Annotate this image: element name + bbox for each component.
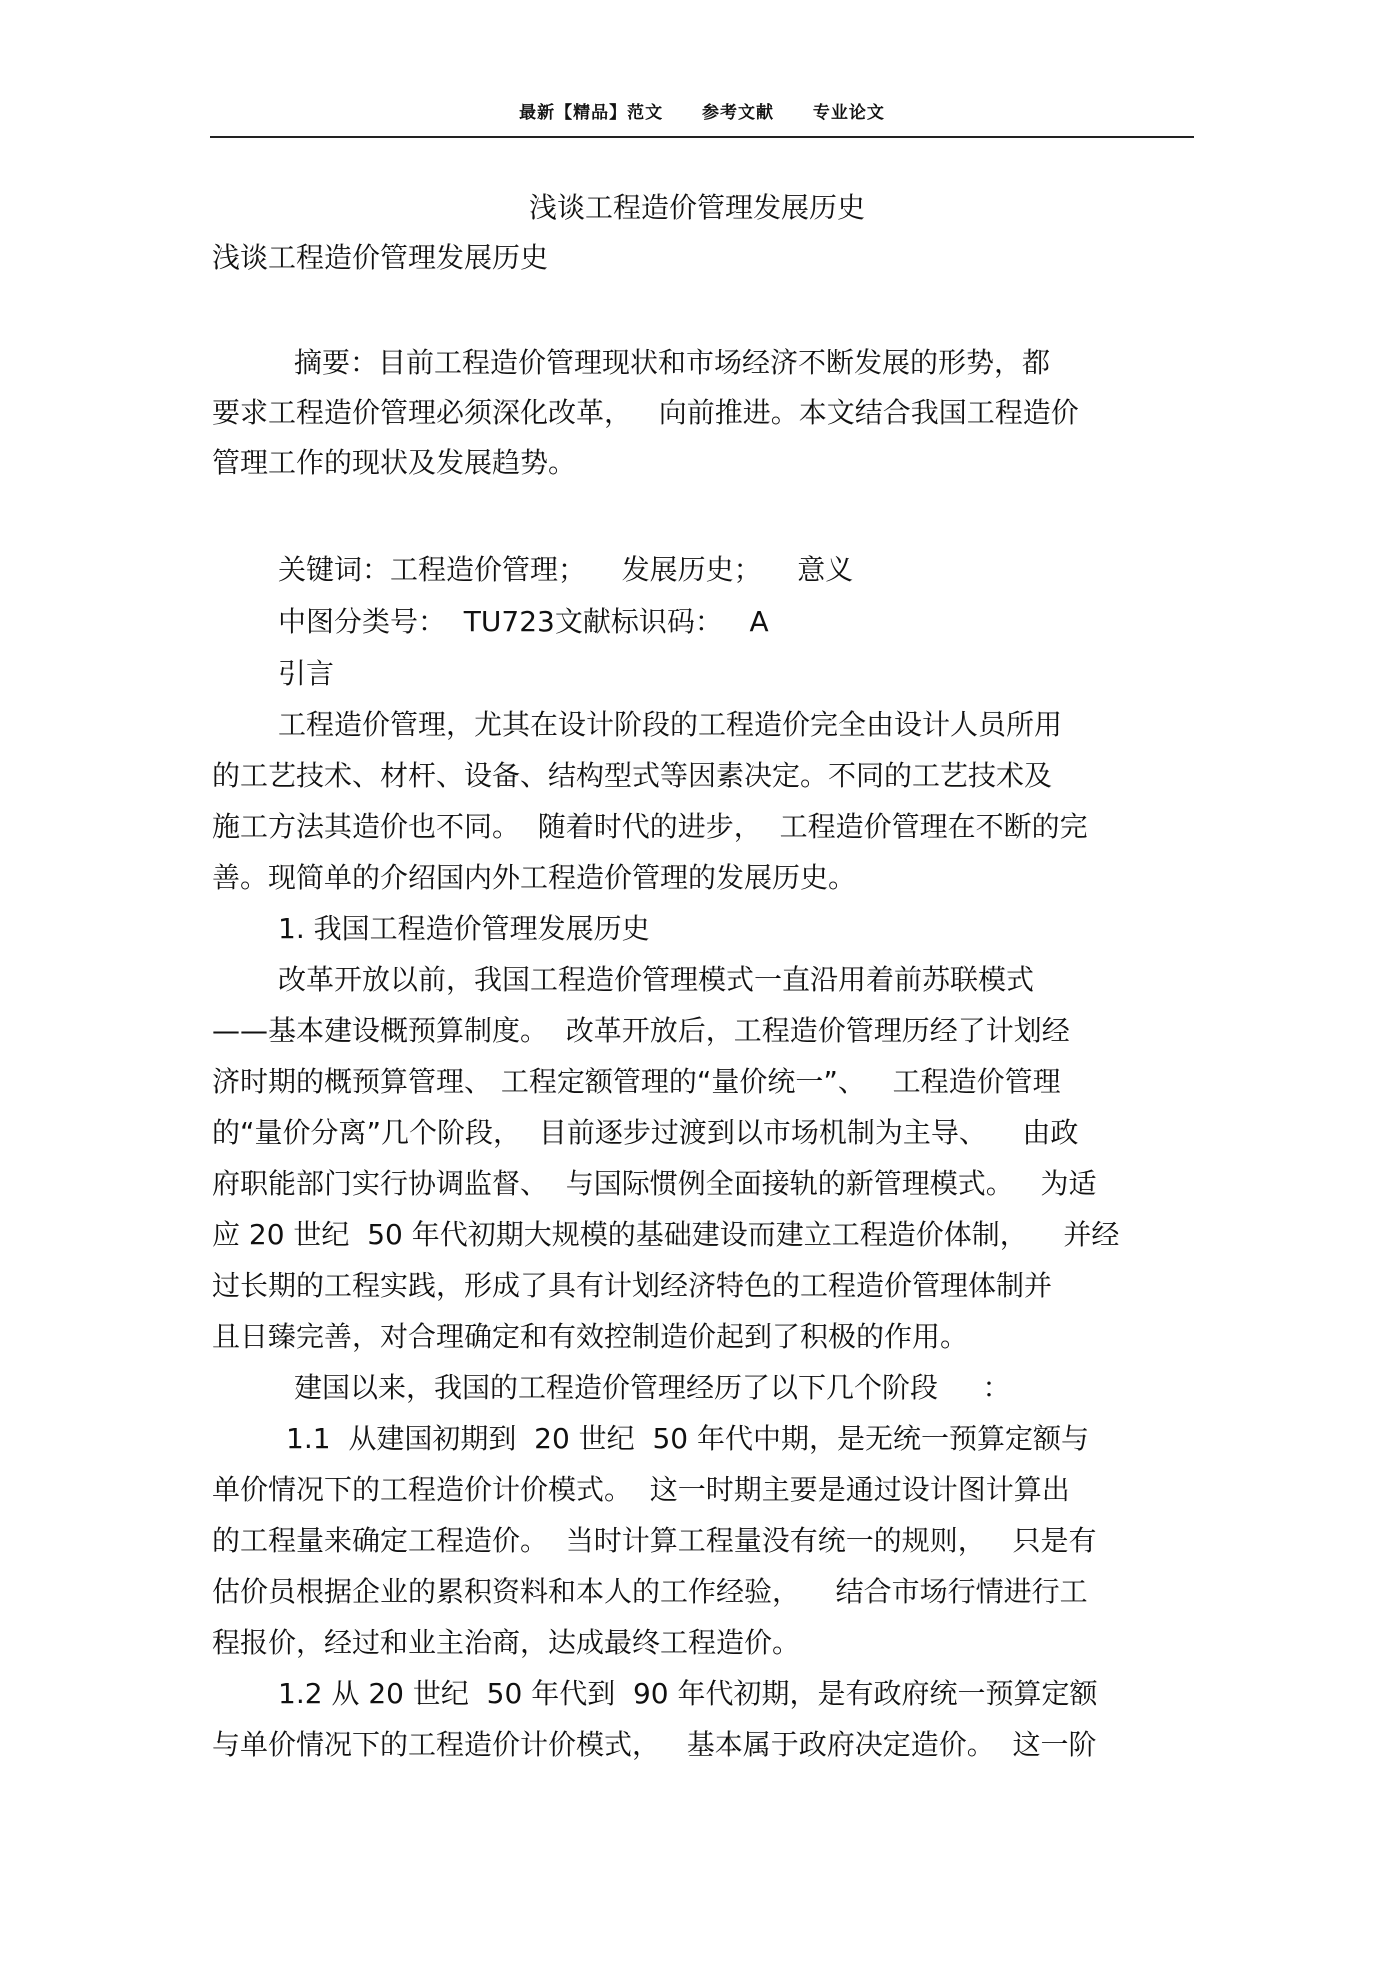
text-line: 中图分类号： TU723文献标识码： A [278, 605, 769, 638]
text-line: 过长期的工程实践，形成了具有计划经济特色的工程造价管理体制并 [212, 1269, 1053, 1302]
text-line: 应 20 世纪 50 年代初期大规模的基础建设而建立工程造价体制， 并经 [212, 1218, 1120, 1251]
text-line: 浅谈工程造价管理发展历史 [212, 241, 549, 274]
text-line: 要求工程造价管理必须深化改革， 向前推进。本文结合我国工程造价 [212, 396, 1079, 429]
text-line: 的工程量来确定工程造价。 当时计算工程量没有统一的规则， 只是有 [212, 1524, 1097, 1557]
text-line: 的“量价分离”几个阶段， 目前逐步过渡到以市场机制为主导、 由政 [212, 1116, 1079, 1149]
text-line: 程报价，经过和业主治商，达成最终工程造价。 [212, 1626, 801, 1659]
text-line: 引言 [278, 657, 335, 690]
text-line: 改革开放以前，我国工程造价管理模式一直沿用着前苏联模式 [278, 963, 1035, 996]
page-header [210, 98, 1194, 138]
text-line: 单价情况下的工程造价计价模式。 这一时期主要是通过设计图计算出 [212, 1473, 1070, 1506]
text-line: 管理工作的现状及发展趋势。 [212, 446, 577, 479]
text-line: 工程造价管理，尤其在设计阶段的工程造价完全由设计人员所用 [278, 708, 1063, 741]
text-line: 善。现简单的介绍国内外工程造价管理的发展历史。 [212, 861, 857, 894]
text-line: 摘要：目前工程造价管理现状和市场经济不断发展的形势，都 [294, 346, 1051, 379]
text-line: 济时期的概预算管理、 工程定额管理的“量价统一”、 工程造价管理 [212, 1065, 1061, 1098]
text-line: 1. 我国工程造价管理发展历史 [278, 912, 650, 945]
document-title: 浅谈工程造价管理发展历史 [528, 191, 865, 224]
text-line: 且日臻完善，对合理确定和有效控制造价起到了积极的作用。 [212, 1320, 969, 1353]
header-item-cankao: 参考文献 [702, 103, 774, 123]
text-line: 的工艺技术、材杆、设备、结构型式等因素决定。不同的工艺技术及 [212, 759, 1053, 792]
text-line: 1.2 从 20 世纪 50 年代到 90 年代初期，是有政府统一预算定额 [278, 1677, 1098, 1710]
header-item-fanwen: 最新【精品】范文 [519, 103, 664, 123]
header-item-lunwen: 专业论文 [812, 103, 885, 123]
text-line: ——基本建设概预算制度。 改革开放后，工程造价管理历经了计划经 [212, 1014, 1070, 1047]
text-line: 与单价情况下的工程造价计价模式， 基本属于政府决定造价。 这一阶 [212, 1728, 1097, 1761]
text-line: 建国以来，我国的工程造价管理经历了以下几个阶段 ： [294, 1371, 1011, 1404]
text-line: 估价员根据企业的累积资料和本人的工作经验， 结合市场行情进行工 [212, 1575, 1088, 1608]
text-line: 关键词：工程造价管理； 发展历史； 意义 [278, 553, 854, 586]
text-line: 施工方法其造价也不同。 随着时代的进步， 工程造价管理在不断的完 [212, 810, 1088, 843]
text-line: 府职能部门实行协调监督、 与国际惯例全面接轨的新管理模式。 为适 [212, 1167, 1097, 1200]
text-line: 1.1 从建国初期到 20 世纪 50 年代中期，是无统一预算定额与 [286, 1422, 1089, 1455]
